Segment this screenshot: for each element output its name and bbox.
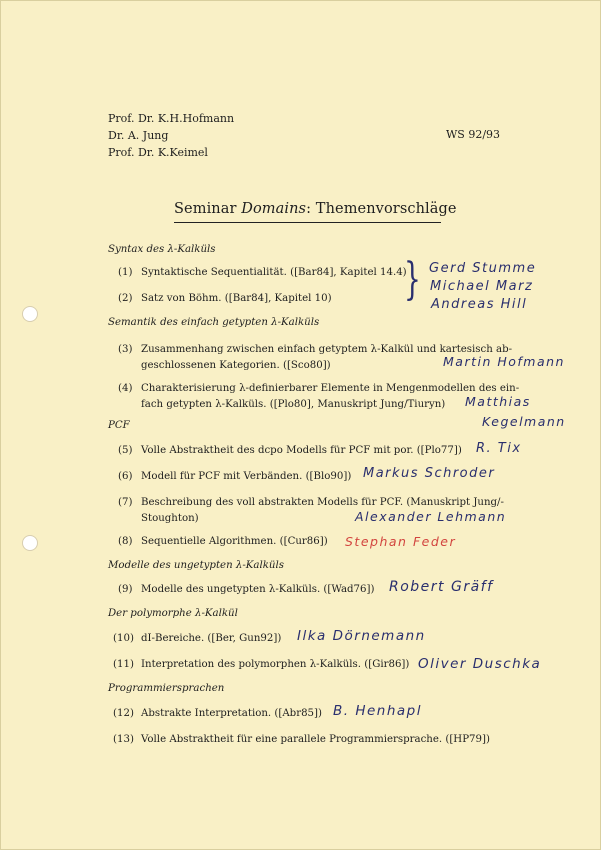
topic-text: Syntaktische Sequentialität. ([Bar84], Kapitel 14.4)	[141, 267, 407, 278]
topic-text: Beschreibung des voll abstrakten Modells für PCF. (Manuskript Jung/-	[141, 497, 504, 508]
handwritten-name: Matthias	[465, 394, 531, 409]
title-suffix: : Themenvorschläge	[306, 201, 457, 217]
handwritten-name: Robert Gräff	[389, 579, 494, 595]
section-heading: Semantik des einfach getypten λ-Kalküls	[108, 317, 320, 328]
topic-text: Interpretation des polymorphen λ-Kalküls. ([Gir86])	[141, 659, 410, 670]
handwritten-name: Andreas Hill	[431, 297, 528, 312]
topic-text: Satz von Böhm. ([Bar84], Kapitel 10)	[141, 293, 332, 304]
topic-number: (7)	[118, 497, 133, 508]
topic-text: Zusammenhang zwischen einfach getyptem λ-Kalkül und kartesisch ab-	[141, 344, 513, 355]
handwritten-name: Gerd Stumme	[429, 261, 537, 276]
author-block	[108, 110, 234, 161]
handwritten-name: Martin Hofmann	[443, 354, 565, 369]
topic-item	[113, 706, 322, 722]
handwritten-name: Ilka Dörnemann	[297, 628, 426, 644]
topic-item	[118, 582, 374, 598]
topic-text: dI-Bereiche. ([Ber, Gun92])	[141, 633, 282, 644]
handwritten-name: Michael Marz	[430, 279, 534, 294]
topic-number: (4)	[118, 383, 133, 394]
topic-number: (10)	[113, 633, 134, 644]
handwritten-name: Kegelmann	[482, 414, 566, 429]
handwritten-name: R. Tix	[476, 441, 522, 456]
topic-number: (6)	[118, 471, 133, 482]
section-heading: PCF	[108, 420, 130, 431]
topic-number: (11)	[113, 659, 134, 670]
topic-number: (2)	[118, 293, 133, 304]
topic-number: (1)	[118, 267, 133, 278]
topic-item	[113, 732, 490, 748]
topic-text: Modelle des ungetypten λ-Kalküls. ([Wad76])	[141, 584, 375, 595]
section-heading: Programmiersprachen	[108, 683, 225, 694]
handwritten-name: Oliver Duschka	[418, 656, 542, 672]
topic-number: (8)	[118, 536, 133, 547]
topic-item	[118, 534, 328, 550]
title-emphasis: Domains	[241, 201, 307, 217]
title-prefix: Seminar	[174, 201, 242, 217]
handwritten-name: Markus Schroder	[363, 466, 496, 481]
topic-item	[118, 443, 462, 459]
topic-text: Charakterisierung λ-definierbarer Elemente in Mengenmodellen des ein-	[141, 383, 520, 394]
topic-number: (9)	[118, 584, 133, 595]
topic-continuation: geschlossenen Kategorien. ([Sco80])	[141, 359, 331, 371]
topic-item	[118, 381, 519, 412]
topic-continuation: Stoughton)	[141, 512, 199, 524]
topic-number: (3)	[118, 344, 133, 355]
semester-label: WS 92/93	[446, 128, 501, 141]
topic-item	[118, 469, 351, 485]
author-line: Prof. Dr. K.H.Hofmann	[108, 112, 235, 125]
topic-number: (5)	[118, 445, 133, 456]
topic-number: (12)	[113, 708, 134, 719]
author-line: Prof. Dr. K.Keimel	[108, 146, 208, 159]
section-heading: Der polymorphe λ-Kalkül	[108, 608, 238, 619]
topic-item	[113, 631, 281, 647]
topic-item	[118, 265, 407, 281]
topic-continuation: fach getypten λ-Kalküls. ([Plo80], Manuskript Jung/Tiuryn)	[141, 398, 446, 410]
punch-hole-top	[22, 306, 38, 322]
topic-item	[113, 657, 409, 673]
punch-hole-bottom	[22, 535, 38, 551]
section-heading: Syntax des λ-Kalküls	[108, 244, 216, 255]
handwritten-name: Alexander Lehmann	[355, 509, 507, 524]
handwritten-name: Stephan Feder	[345, 534, 457, 549]
topic-number: (13)	[113, 734, 134, 745]
author-line: Dr. A. Jung	[108, 129, 169, 142]
topic-text: Volle Abstraktheit des dcpo Modells für PCF mit por. ([Plo77])	[141, 445, 462, 456]
handwritten-name: B. Henhapl	[333, 703, 423, 719]
section-heading: Modelle des ungetypten λ-Kalküls	[108, 560, 284, 571]
curly-brace-mark: }	[404, 254, 421, 305]
title-underline	[174, 222, 441, 223]
topic-text: Volle Abstraktheit für eine parallele Programmiersprache. ([HP79])	[141, 734, 490, 745]
page-title	[174, 201, 457, 217]
topic-text: Abstrakte Interpretation. ([Abr85])	[141, 708, 322, 719]
topic-text: Sequentielle Algorithmen. ([Cur86])	[141, 536, 328, 547]
topic-item	[118, 291, 332, 307]
topic-text: Modell für PCF mit Verbänden. ([Blo90])	[141, 471, 352, 482]
